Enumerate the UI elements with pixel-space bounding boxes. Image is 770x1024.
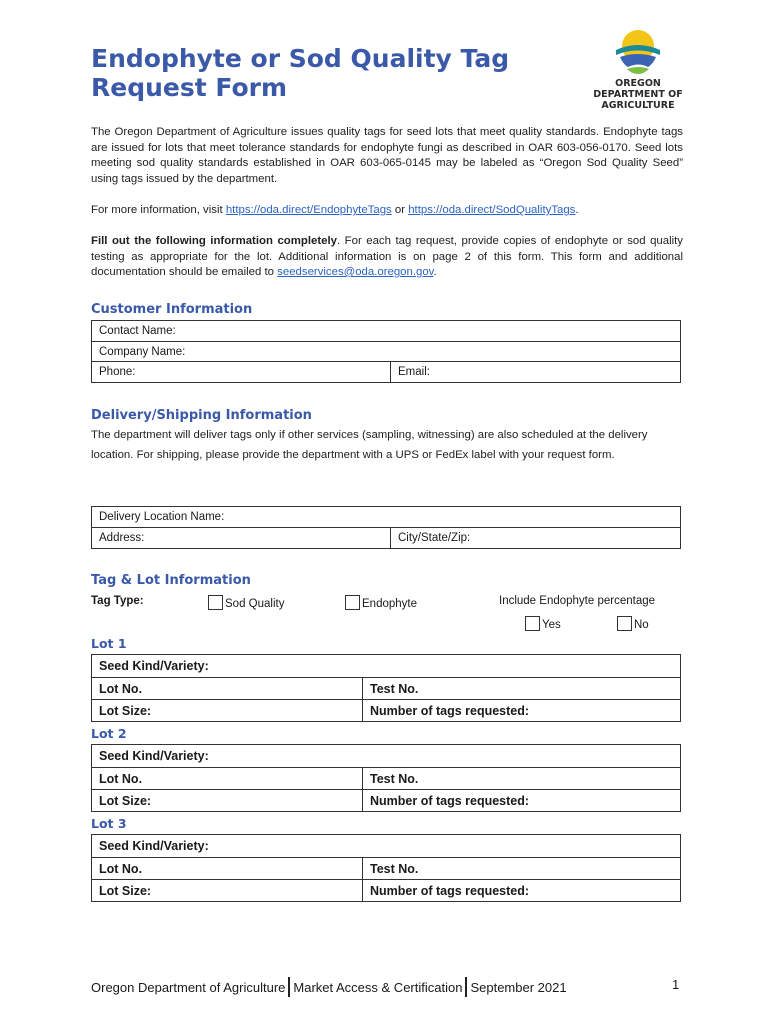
fill-out-end: . (433, 266, 437, 278)
customer-table (91, 320, 681, 383)
no-checkbox[interactable] (617, 616, 632, 631)
logo-line-3: AGRICULTURE (601, 100, 675, 111)
footer-org: Oregon Department of Agriculture (91, 980, 286, 995)
yes-checkbox[interactable] (525, 616, 540, 631)
lot-2-lotno-field[interactable]: Lot No. (92, 768, 363, 790)
footer-divider (465, 977, 467, 997)
lot-3-tags-field[interactable]: Number of tags requested: (363, 880, 681, 902)
sod-quality-tags-link[interactable]: https://oda.direct/SodQualityTags (408, 204, 576, 216)
lot-2-label: Lot 2 (91, 726, 127, 741)
footer-date: September 2021 (470, 980, 567, 995)
no-option[interactable] (617, 616, 649, 631)
email-field[interactable]: Email: (391, 362, 681, 383)
footer-divider (288, 977, 290, 997)
lot-3-lotno-field[interactable]: Lot No. (92, 858, 363, 880)
endophyte-option[interactable] (345, 595, 417, 610)
title-line-2: Request Form (91, 73, 288, 102)
fill-out-rest: . For each tag request, provide copies of endophyte or sod quality testing as appropriate for the lot. Additional information is on page 2 of this form. This form and additional documentation should be emailed to (91, 235, 683, 278)
lot-1-size-field[interactable]: Lot Size: (92, 700, 363, 722)
lot-2-table (91, 744, 681, 812)
lot-3-label: Lot 3 (91, 816, 127, 831)
delivery-heading: Delivery/Shipping Information (91, 408, 312, 423)
logo-line-2: DEPARTMENT OF (593, 89, 683, 100)
logo-line-1: OREGON (615, 78, 661, 89)
lot-1-lotno-field[interactable]: Lot No. (92, 678, 363, 700)
tag-lot-heading: Tag & Lot Information (91, 573, 251, 588)
yes-label: Yes (542, 619, 561, 631)
lot-3-table (91, 834, 681, 902)
lot-1-tags-field[interactable]: Number of tags requested: (363, 700, 681, 722)
more-info-paragraph (91, 203, 683, 219)
contact-name-field[interactable]: Contact Name: (92, 321, 681, 342)
phone-field[interactable]: Phone: (92, 362, 391, 383)
more-info-mid: or (391, 204, 409, 216)
lot-2-test-field[interactable]: Test No. (363, 768, 681, 790)
intro-paragraph: The Oregon Department of Agriculture issues quality tags for seed lots that meet quality standards. Endophyte tags are issued for lots that meet tolerance standards for endophyte fungi as described in OAR 603-056-0170. Seed lots meeting sod quality standards established in OAR 603-065-0145 may be labeled as “Oregon Sod Quality Seed” using tags issued by the department. (91, 126, 683, 185)
lot-1-test-field[interactable]: Test No. (363, 678, 681, 700)
company-name-field[interactable]: Company Name: (92, 342, 681, 362)
more-info-prefix: For more information, visit (91, 204, 226, 216)
fill-out-bold: Fill out the following information completely (91, 235, 337, 247)
lot-1-label: Lot 1 (91, 636, 127, 651)
sod-quality-label: Sod Quality (225, 598, 285, 610)
city-state-zip-field[interactable]: City/State/Zip: (391, 528, 681, 549)
yes-option[interactable] (525, 616, 561, 631)
delivery-text: The department will deliver tags only if other services (sampling, witnessing) are also scheduled at the delivery location. For shipping, please provide the department with a UPS or FedEx label with your request form. (91, 429, 648, 461)
lot-2-tags-field[interactable]: Number of tags requested: (363, 790, 681, 812)
include-endophyte-label: Include Endophyte percentage (499, 595, 656, 607)
lot-1-seed-field[interactable]: Seed Kind/Variety: (92, 655, 681, 678)
customer-heading: Customer Information (91, 302, 253, 317)
page-title (91, 44, 551, 102)
lot-3-test-field[interactable]: Test No. (363, 858, 681, 880)
lot-2-size-field[interactable]: Lot Size: (92, 790, 363, 812)
endophyte-checkbox[interactable] (345, 595, 360, 610)
oda-logo (588, 26, 688, 111)
sod-quality-checkbox[interactable] (208, 595, 223, 610)
lot-1-table (91, 654, 681, 722)
page-footer (91, 977, 567, 997)
no-label: No (634, 619, 649, 631)
lot-3-size-field[interactable]: Lot Size: (92, 880, 363, 902)
seed-services-email-link[interactable]: seedservices@oda.oregon.gov (277, 266, 434, 278)
endophyte-tags-link[interactable]: https://oda.direct/EndophyteTags (225, 204, 392, 216)
more-info-suffix: . (575, 204, 579, 216)
delivery-location-field[interactable]: Delivery Location Name: (92, 507, 681, 528)
address-field[interactable]: Address: (92, 528, 391, 549)
oda-logo-icon (613, 26, 663, 76)
tag-type-label: Tag Type: (91, 595, 144, 607)
delivery-table (91, 506, 681, 549)
lot-3-seed-field[interactable]: Seed Kind/Variety: (92, 835, 681, 858)
footer-division: Market Access & Certification (293, 980, 463, 995)
sod-quality-option[interactable] (208, 595, 284, 610)
fill-out-paragraph (91, 234, 683, 281)
page-number: 1 (672, 977, 680, 992)
endophyte-label: Endophyte (362, 598, 417, 610)
lot-2-seed-field[interactable]: Seed Kind/Variety: (92, 745, 681, 768)
title-line-1: Endophyte or Sod Quality Tag (91, 44, 510, 73)
